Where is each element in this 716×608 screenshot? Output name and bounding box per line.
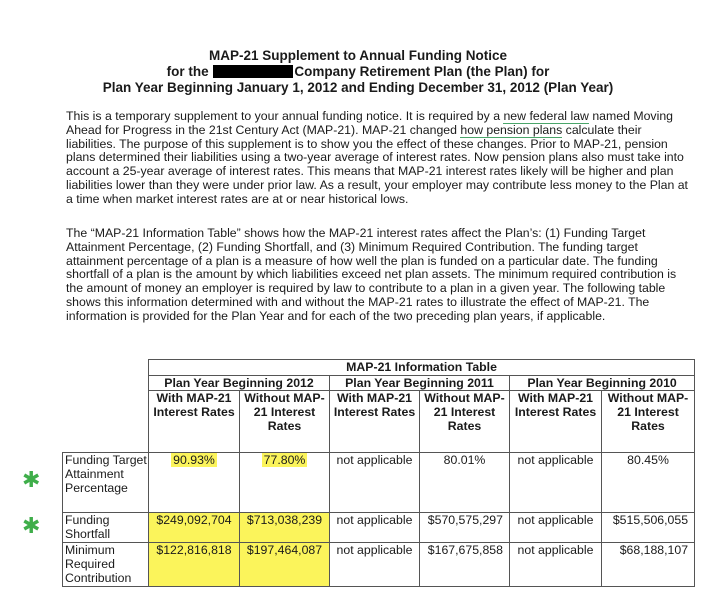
table-cell: 80.01% bbox=[420, 453, 510, 513]
plan-name-suffix: Company Retirement Plan (the Plan) for bbox=[294, 64, 550, 79]
col-header-with-2012: With MAP-21 Interest Rates bbox=[149, 391, 240, 453]
intro-text-c: calculate their liabilities. The purpose of this supplement is to show you the effect of these changes. Prior to MAP-21, pension plans determined their liabilities using a two-year average of interest rates. Now pension plans also must take into account a 25-year average of interest rates. This means that MAP-21 interest rates likely will be higher and plan liabilities lower than they were under prior law. As a result, your employer may contribute less money to the Plan at a time when market interest rates are at or near historical lows. bbox=[66, 122, 688, 206]
table-cell: not applicable bbox=[510, 453, 602, 513]
annotated-phrase-pension-plans: how pension plans bbox=[460, 122, 563, 137]
table-explanation-paragraph: The “MAP-21 Information Table” shows how the MAP-21 interest rates affect the Plan’s: (1) Funding Target Attainment Percentage, (2) Funding Shortfall, and (3) Minimum Required Contribution. The funding target attainment percentage of a plan is a measure of how well the plan is funded on a particular date. The funding shortfall of a plan is the amount by which liabilities exceed net plan assets. The minimum required contribution is the amount of money an employer is required by law to contribute to a plan in a given year. The following table shows this information determined with and without the MAP-21 rates to illustrate the effect of MAP-21. The information is provided for the Plan Year and for each of the two preceding plan years, if applicable. bbox=[66, 226, 677, 323]
col-header-without-2012: Without MAP-21 Interest Rates bbox=[240, 391, 330, 453]
intro-text-a: This is a temporary supplement to your annual funding notice. It is required by a bbox=[66, 109, 504, 123]
table-row bbox=[63, 543, 695, 587]
table-cell: not applicable bbox=[330, 543, 420, 587]
table-corner-3 bbox=[63, 391, 149, 453]
table-corner-2 bbox=[63, 376, 149, 391]
table-cell: $167,675,858 bbox=[420, 543, 510, 587]
plan-name-prefix: for the bbox=[166, 64, 209, 79]
highlighted-cell: $249,092,704 bbox=[149, 513, 240, 543]
col-header-without-2010: Without MAP-21 Interest Rates bbox=[602, 391, 695, 453]
annotated-phrase-new-federal-law: new federal law bbox=[503, 109, 589, 123]
asterisk-annotation-icon: ✱ bbox=[22, 468, 41, 493]
col-header-with-2010: With MAP-21 Interest Rates bbox=[510, 391, 602, 453]
year-header-2010: Plan Year Beginning 2010 bbox=[510, 376, 695, 391]
intro-text-b: named Moving Ahead for Progress in the 21st Century Act (MAP-21). MAP-21 changed bbox=[66, 109, 673, 137]
table-cell: not applicable bbox=[510, 513, 602, 543]
row-label-funding-shortfall: Funding Shortfall bbox=[63, 513, 149, 543]
highlighted-cell: $122,816,818 bbox=[149, 543, 240, 587]
table-cell bbox=[149, 453, 240, 513]
highlighted-cell: $197,464,087 bbox=[240, 543, 330, 587]
year-header-2012: Plan Year Beginning 2012 bbox=[149, 376, 330, 391]
plan-name-line bbox=[0, 64, 716, 80]
table-title: MAP-21 Information Table bbox=[149, 360, 695, 376]
table-cell: not applicable bbox=[330, 453, 420, 513]
table-cell: $68,188,107 bbox=[602, 543, 695, 587]
year-header-2011: Plan Year Beginning 2011 bbox=[330, 376, 510, 391]
table-cell: 80.45% bbox=[602, 453, 695, 513]
table-cell: not applicable bbox=[330, 513, 420, 543]
col-header-with-2011: With MAP-21 Interest Rates bbox=[330, 391, 420, 453]
asterisk-annotation-icon: ✱ bbox=[22, 514, 41, 539]
table-cell: $570,575,297 bbox=[420, 513, 510, 543]
redaction-bar bbox=[213, 65, 293, 78]
highlighted-value: 77.80% bbox=[263, 453, 306, 467]
notice-title: MAP-21 Supplement to Annual Funding Notice bbox=[209, 48, 507, 63]
row-label-fta-percentage: Funding Target Attainment Percentage bbox=[63, 453, 149, 513]
table-cell: not applicable bbox=[510, 543, 602, 587]
row-label-min-required-contribution: Minimum Required Contribution bbox=[63, 543, 149, 587]
table-cell: $515,506,055 bbox=[602, 513, 695, 543]
table-cell bbox=[240, 453, 330, 513]
col-header-without-2011: Without MAP-21 Interest Rates bbox=[420, 391, 510, 453]
map21-information-table bbox=[62, 359, 695, 587]
highlighted-value: 90.93% bbox=[173, 453, 215, 467]
intro-paragraph bbox=[66, 110, 692, 207]
highlighted-cell: $713,038,239 bbox=[240, 513, 330, 543]
table-corner bbox=[63, 360, 149, 376]
plan-year-line: Plan Year Beginning January 1, 2012 and Ending December 31, 2012 (Plan Year) bbox=[102, 80, 614, 95]
table-row bbox=[63, 453, 695, 513]
table-row bbox=[63, 513, 695, 543]
